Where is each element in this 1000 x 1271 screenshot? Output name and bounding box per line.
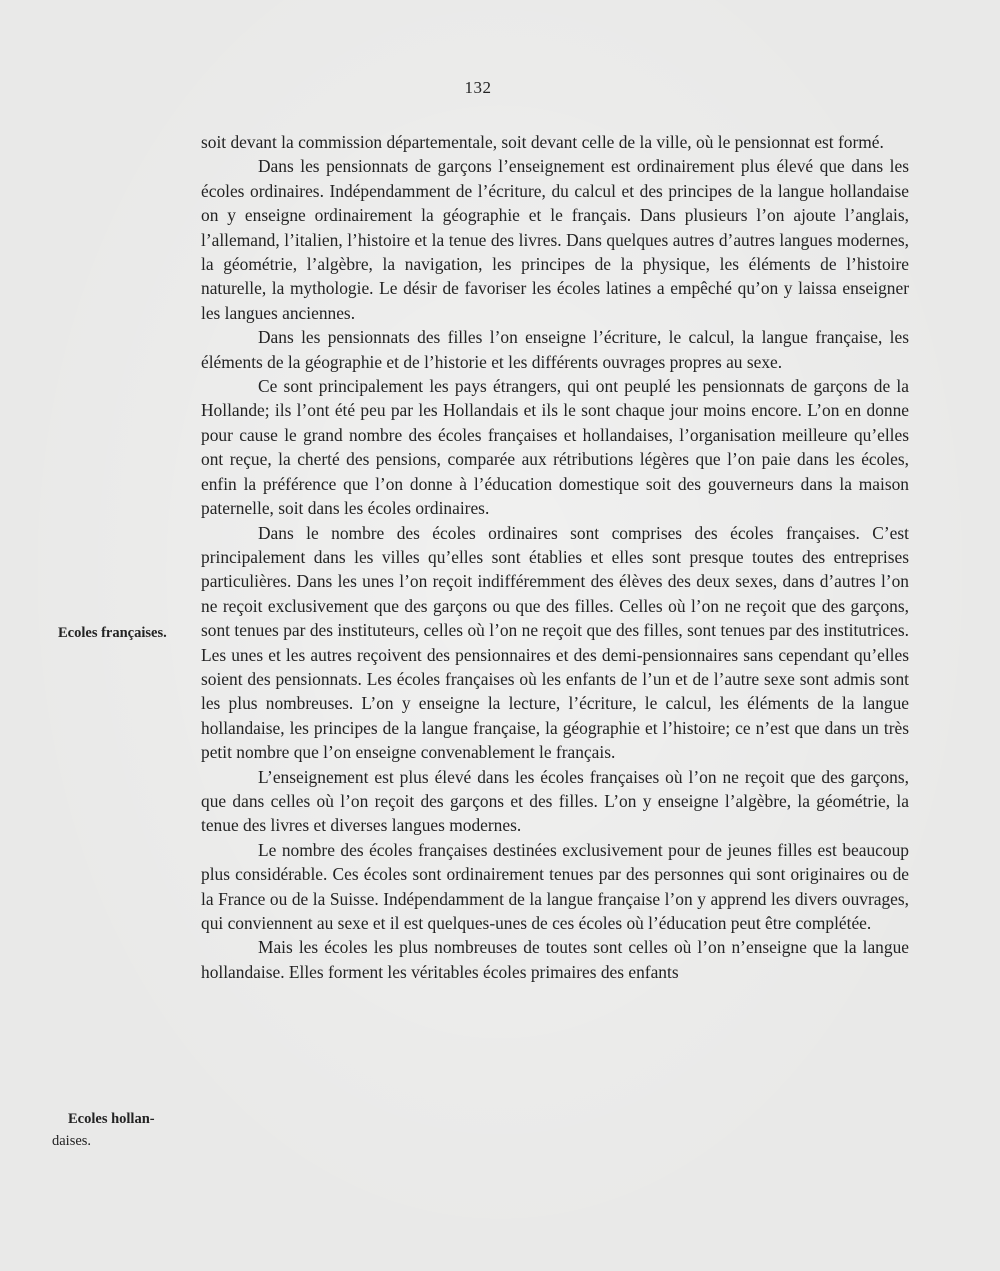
margin-note-ecoles-francaises: Ecoles françaises. — [58, 625, 167, 641]
paragraph: Ce sont principalement les pays étrangers, qui ont peuplé les pensionnats de garçons de la Hollande; ils l’ont été peu par les Hollandais et ils le sont chaque jour moins encore. L’on en donne pour cause le grand nombre des écoles françaises et hollandaises, l’organisation meilleure qu’elles ont reçue, la cherté des pensions, comparée aux rétributions légères que l’on paie dans les écoles, enfin la préférence que l’on donne à l’éducation domestique soit des gouverneurs dans la maison paternelle, soit dans les écoles ordinaires. — [201, 376, 909, 519]
paragraph: Dans le nombre des écoles ordinaires sont comprises des écoles françaises. C’est principalement dans les villes qu’elles sont établies et elles sont presque toutes des entreprises particulières. Dans les unes l’on reçoit indifféremment des élèves des deux sexes, dans d’autres l’on ne reçoit exclusivement que des garçons ou que des filles. Celles où l’on ne reçoit que des garçons, sont tenues par des instituteurs, celles où l’on ne reçoit que des filles, sont tenues par des institutrices. Les unes et les autres reçoivent des pensionnaires et des demi-pensionnaires sans cependant qu’elles soient des pensionnats. Les écoles françaises où les enfants de l’un et de l’autre sexe sont admis sont les plus nombreuses. L’on y enseigne la lecture, l’écriture, le calcul, les éléments de la langue hollandaise, les principes de la langue française, la géographie et l’histoire; ce n’est que dans un très petit nombre que l’on enseigne convenablement le français. — [201, 522, 909, 763]
paragraph: Le nombre des écoles françaises destinées exclusivement pour de jeunes filles est beaucoup plus considérable. Ces écoles sont ordinairement tenues par des personnes qui sont originaires ou de la France ou de la Suisse. Indépendamment de la langue française l’on y apprend les divers ouvrages, qui conviennent au sexe et il est quelques-unes de ces écoles où l’éducation peut être complétée. — [201, 839, 909, 933]
paragraph: Mais les écoles les plus nombreuses de toutes sont celles où l’on n’enseigne que la langue hollandaise. Elles forment les véritables écoles primaires des enfants — [201, 937, 909, 982]
page-number: 132 — [464, 78, 492, 97]
body-text — [201, 130, 909, 984]
paragraph: L’enseignement est plus élevé dans les écoles françaises où l’on ne reçoit que des garçons, que dans celles où l’on reçoit des garçons et des filles. L’on y enseigne l’algèbre, la géométrie, la tenue des livres et diverses langues modernes. — [201, 766, 909, 836]
paragraph: soit devant la commission départementale, soit devant celle de la ville, où le pensionnat est formé. — [201, 132, 884, 152]
paragraph: Dans les pensionnats des filles l’on enseigne l’écriture, le calcul, la langue française, les éléments de la géographie et de l’historie et les différents ouvrages propres au sexe. — [201, 327, 909, 372]
margin-note-line: Ecoles hollan- — [68, 1111, 155, 1127]
paragraph: Dans les pensionnats de garçons l’enseignement est ordinairement plus élevé que dans les écoles ordinaires. Indépendamment de l’écriture, du calcul et des principes de la langue hollandaise on y enseigne ordinairement la géographie et le français. Dans plusieurs l’on ajoute l’anglais, l’allemand, l’italien, l’histoire et la tenue des livres. Dans quelques autres d’autres langues modernes, la géométrie, l’algèbre, la navigation, les principes de la physique, les éléments de l’histoire naturelle, la mythologie. Le désir de favoriser les écoles latines a empêché qu’on y laissa enseigner les langues anciennes. — [201, 156, 909, 323]
margin-note-line: daises. — [52, 1133, 92, 1149]
margin-note-ecoles-hollandaises — [52, 1108, 182, 1152]
